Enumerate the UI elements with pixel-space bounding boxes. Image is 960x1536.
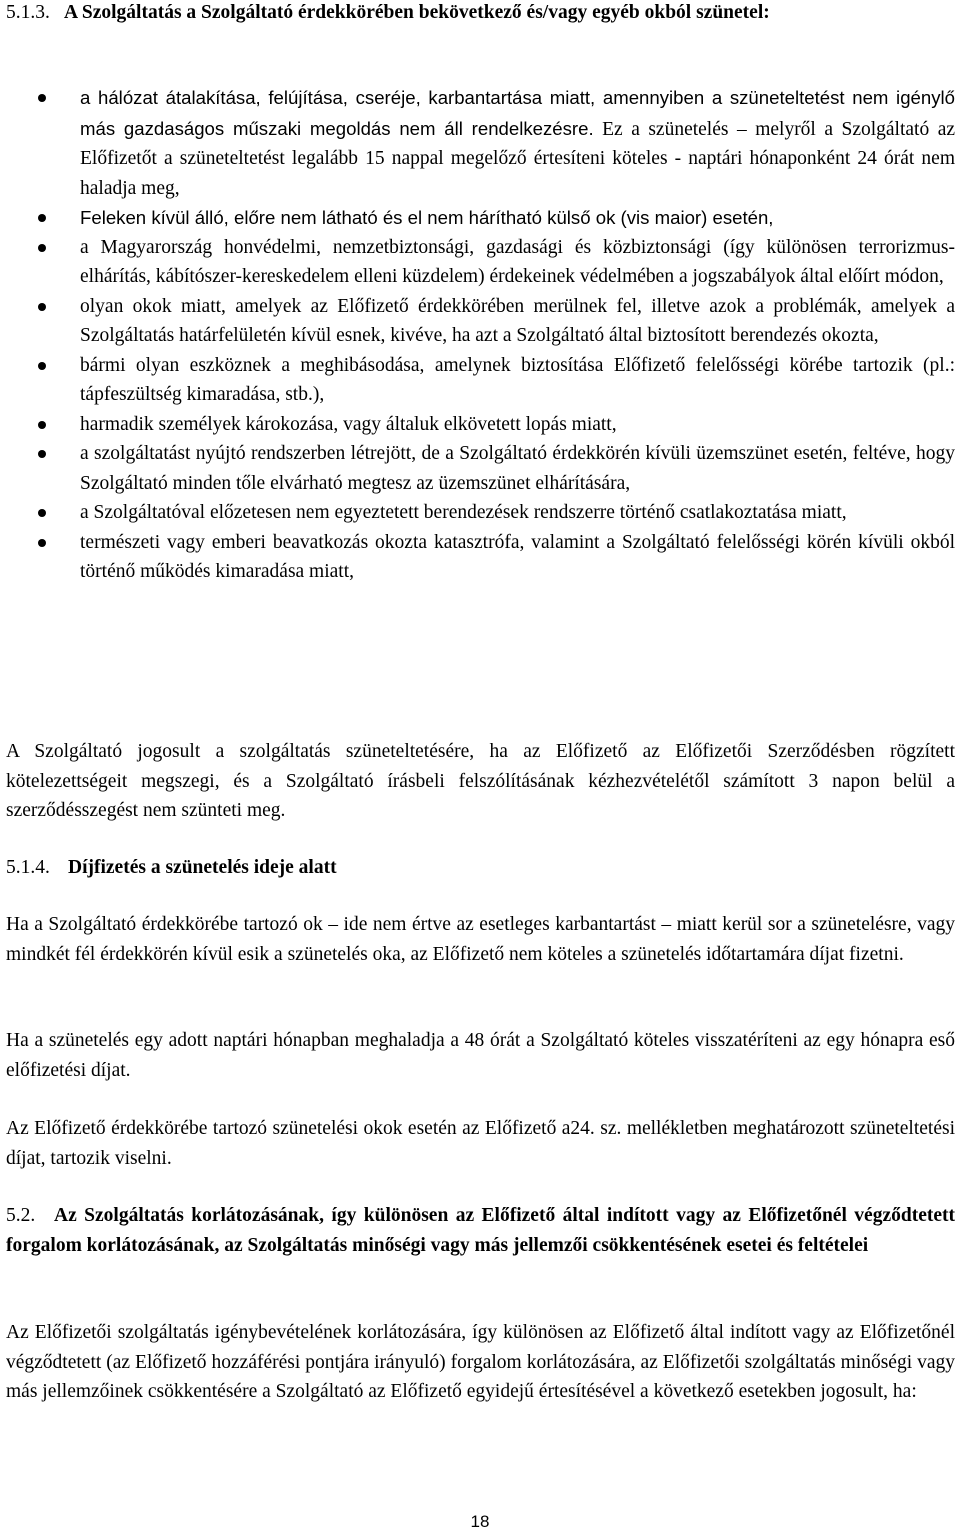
- list-item: [6, 351, 955, 410]
- paragraph-fee-exemption: Ha a Szolgáltató érdekkörébe tartozó ok – ide nem értve az esetleges karbantartást – miatt kerül sor a szünetelésre, vagy mindkét fél érdekkörén kívül esik a szünetelés oka, az Előfizető nem köteles a szünetelés időtartamára díjat fizetni.: [6, 914, 955, 965]
- paragraph-fee-refund: Ha a szünetelés egy adott naptári hónapban meghaladja a 48 órát a Szolgáltató köteles visszatéríteni az egy hónapra eső előfizetési díjat.: [6, 1030, 955, 1081]
- list-item: [6, 410, 955, 440]
- paragraph-suspension-right: A Szolgáltató jogosult a szolgáltatás szüneteltetésére, ha az Előfizető az Előfizetői Szerződésben rögzített kötelezettségeit megszegi, és a Szolgáltató írásbeli felszólításának kézhezvételétől számított 3 napon belül a szerződésszegést nem szünteti meg.: [6, 741, 955, 821]
- bullet-icon: [38, 450, 46, 458]
- list-item-text: Feleken kívül álló, előre nem látható és el nem hárítható külső ok (vis maior) esetén,: [80, 207, 774, 228]
- section-5-1-3-heading: [6, 0, 955, 28]
- section-title: A Szolgáltatás a Szolgáltató érdekkörében bekövetkező és/vagy egyéb okból szünetel:: [64, 2, 770, 23]
- list-item-text: harmadik személyek károkozása, vagy általuk elkövetett lopás miatt,: [80, 413, 617, 435]
- section-title: Díjfizetés a szünetelés ideje alatt: [68, 857, 337, 878]
- list-item-text: a Szolgáltatóval előzetesen nem egyeztetett berendezések rendszerre történő csatlakoztatása miatt,: [80, 502, 847, 523]
- interruption-reasons-list: [6, 83, 955, 587]
- list-item: [6, 203, 955, 233]
- bullet-icon: [38, 94, 46, 102]
- list-item-text: olyan okok miatt, amelyek az Előfizető érdekkörében merülnek fel, illetve azok a problémák, amelyek a Szolgáltatás határfelületén kívül esnek, kivéve, ha azt a Szolgáltató által biztosított berendezés okozta,: [80, 295, 955, 346]
- paragraph-restriction-cases: Az Előfizetői szolgáltatás igénybevételének korlátozására, így különösen az Előfizető által indított vagy az Előfizetőnél végződtetett (az Előfizető hozzáférési pontjára irányuló) forgalom korlátozására, az Előfizetői szolgáltatás minőségi vagy más jellemzőinek csökkentésére a Szolgáltató az Előfizető egyidejű értesítésével a következő esetekben jogosult, ha:: [6, 1322, 955, 1402]
- list-item-text: a Magyarország honvédelmi, nemzetbiztonsági, gazdasági és közbiztonsági (így különösen terrorizmus-elhárítás, kábítószer-kereskedelem elleni küzdelem) érdekeinek védelmében a jogszabályok által előírt módon,: [80, 236, 955, 287]
- section-title: Az Szolgáltatás korlátozásának, így különösen az Előfizető által indított vagy az Előfizetőnél végződtetett forgalom korlátozásának, az Szolgáltatás minőségi vagy más jellemzői csökkentésének esetei és feltételei: [6, 1205, 955, 1256]
- bullet-icon: [38, 509, 46, 517]
- page-number: 18: [470, 1512, 490, 1531]
- bullet-icon: [38, 244, 46, 252]
- list-item: [6, 528, 955, 587]
- list-item: [6, 439, 955, 498]
- section-number: 5.1.3.: [6, 2, 50, 23]
- bullet-icon: [38, 214, 46, 222]
- section-5-1-4-heading: [6, 853, 955, 883]
- section-5-2-heading: [6, 1201, 955, 1260]
- bullet-icon: [38, 421, 46, 429]
- paragraph-suspension-fee: Az Előfizető érdekkörébe tartozó szünetelési okok esetén az Előfizető a24. sz. mellékletben meghatározott szüneteltetési díjat, tartozik viselni.: [6, 1118, 955, 1169]
- section-number: 5.2.: [6, 1205, 36, 1226]
- list-item-continuation: Ez a szünetelés – melyről a Szolgáltató az Előfizetőt a szüneteltetést legalább 15 nappal megelőző értesíteni köteles - naptári hónaponként 24 órát nem haladja meg,: [80, 118, 956, 199]
- list-item-text: bármi olyan eszköznek a meghibásodása, amelynek biztosítása Előfizető felelősségi körébe tartozik (pl.: tápfeszültség kimaradása, stb.),: [80, 354, 955, 405]
- bullet-icon: [38, 303, 46, 311]
- list-item-text: a szolgáltatást nyújtó rendszerben létrejött, de a Szolgáltató érdekkörén kívüli üzemszünet esetén, feltéve, hogy Szolgáltató minden tőle elvárható megtesz az üzemszünet elhárítására,: [80, 443, 955, 494]
- bullet-icon: [38, 362, 46, 370]
- bullet-icon: [38, 539, 46, 547]
- list-item: [6, 83, 955, 203]
- list-item: [6, 233, 955, 292]
- list-item-text: természeti vagy emberi beavatkozás okozta katasztrófa, valamint a Szolgáltató felelősségi körén kívüli okból történő működés kimaradása miatt,: [80, 531, 955, 582]
- list-item-text: a hálózat átalakítása, felújítása, cseréje, karbantartása miatt, amennyiben a szüneteltetést nem igénylő más gazdaságos műszaki megoldás nem áll rendelkezésre. Ez a szünetelés – melyről a Szolgáltató az Előfizetőt a szüneteltetést legalább 15 nappal megelőző értesíteni köteles - naptári hónaponként 24 órát nem haladja meg,: [80, 87, 956, 199]
- section-number: 5.1.4.: [6, 857, 50, 878]
- list-item: [6, 498, 955, 528]
- list-item: [6, 292, 955, 351]
